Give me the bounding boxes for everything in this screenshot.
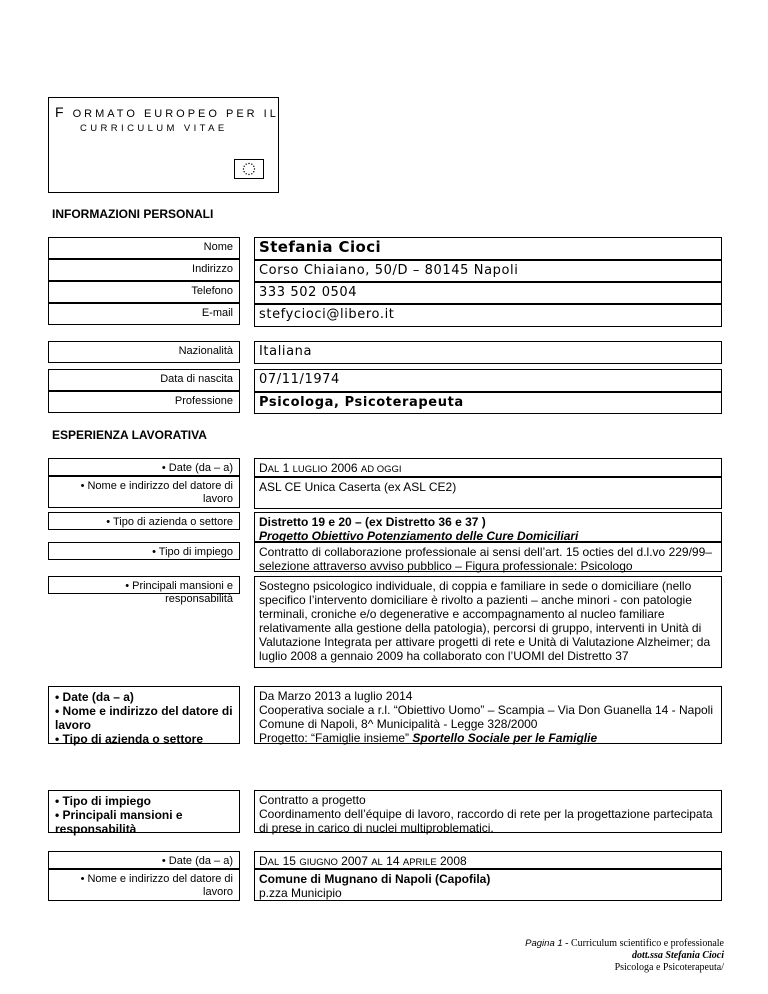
job3-label-datore: • Nome e indirizzo del datore di lavoro [48,869,240,901]
job1-impiego: Contratto di collaborazione professionale ai sensi dell’art. 15 octies del d.l.vo 229/99– selezione attraverso avviso pubblico – Figura professionale: Psicologo [254,542,722,572]
label-datore: • Nome e indirizzo del datore di lavoro [48,476,240,508]
job3-label-date: • Date (da – a) [48,851,240,869]
label-date: • Date (da – a) [48,458,240,476]
value-telefono: 333 502 0504 [254,282,722,304]
cv-header-box [48,97,279,193]
value-nazionalita: Italiana [254,341,722,364]
job1-azienda: Distretto 19 e 20 – (ex Distretto 36 e 37 ) Progetto Obiettivo Potenziamento delle Cure Domiciliari [254,512,722,542]
cv-header-title-line1: F ORMATO EUROPEO PER IL [55,104,279,120]
label-nazionalita: Nazionalità [48,341,240,363]
job1-date: DAL 1 LUGLIO 2006 AD OGGI [254,458,722,477]
eu-flag-icon [234,159,264,179]
section-title-experience: ESPERIENZA LAVORATIVA [52,428,207,442]
label-professione: Professione [48,391,240,413]
job2-details-bottom: Contratto a progetto Coordinamento dell’équipe di lavoro, raccordo di rete per la progettazione partecipata di prese in carico di nuclei multiproblematici. [254,790,722,833]
page-footer: Pagina 1 - Curriculum scientifico e professionale dott.ssa Stefania Cioci Psicologa e Psicoterapeuta/ [525,938,724,973]
value-nome: Stefania Cioci [254,237,722,260]
job3-datore: Comune di Mugnano di Napoli (Capofila) p.zza Municipio [254,869,722,901]
job1-mansioni: Sostegno psicologico individuale, di coppia e familiare in sede o domiciliare (nello specifico l’intervento domiciliare è rivolto a pazienti – anche minori - con patologie terminali, croniche e/o degenerative e accompagnamento al nucleo familiare relativamente alla gestione della patologia), percorsi di gruppo, interventi in Unità di Valutazione Integrata per attivare progetti di rete e Unità di Valutazione Alzheimer; da luglio 2008 a gennaio 2009 ha collaborato con l’UOMI del Distretto 37 [254,576,722,668]
label-data-nascita: Data di nascita [48,369,240,391]
label-mansioni: • Principali mansioni e responsabilità [48,576,240,594]
value-professione: Psicologa, Psicoterapeuta [254,392,722,414]
label-impiego: • Tipo di impiego [48,542,240,560]
cv-header-title-line2: CURRICULUM VITAE [80,123,228,134]
job2-labels-bottom: • Tipo di impiego • Principali mansioni e responsabilità [48,790,240,833]
label-nome: Nome [48,237,240,259]
label-email: E-mail [48,303,240,325]
job1-datore: ASL CE Unica Caserta (ex ASL CE2) [254,477,722,509]
value-email: stefycioci@libero.it [254,304,722,327]
value-data-nascita: 07/11/1974 [254,369,722,392]
label-telefono: Telefono [48,281,240,303]
value-indirizzo: Corso Chiaiano, 50/D – 80145 Napoli [254,260,722,282]
job3-date: DAL 15 GIUGNO 2007 AL 14 APRILE 2008 [254,851,722,869]
label-indirizzo: Indirizzo [48,259,240,281]
section-title-personal: INFORMAZIONI PERSONALI [52,207,214,221]
job2-labels-top: • Date (da – a) • Nome e indirizzo del datore di lavoro • Tipo di azienda o settore [48,686,240,744]
label-azienda: • Tipo di azienda o settore [48,512,240,530]
job2-details-top: Da Marzo 2013 a luglio 2014 Cooperativa sociale a r.l. “Obiettivo Uomo” – Scampia – Via Don Guanella 14 - Napoli Comune di Napoli, 8^ Municipalità - Legge 328/2000 Progetto: “Famiglie insieme” Sportello Sociale per le Famiglie [254,686,722,744]
